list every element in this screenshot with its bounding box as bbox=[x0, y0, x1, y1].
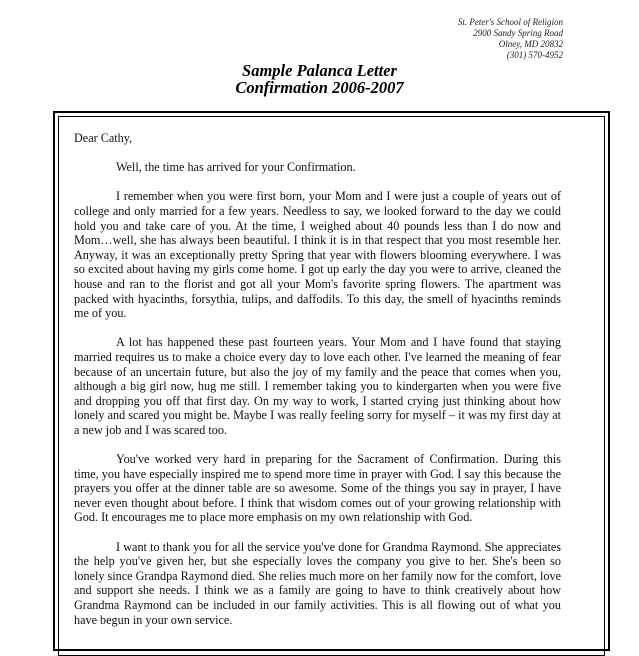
address-line-phone: (301) 570-4952 bbox=[506, 50, 563, 60]
document-subtitle: Confirmation 2006-2007 bbox=[235, 78, 404, 97]
letter-paragraph: I want to thank you for all the service you've done for Grandma Raymond. She appreciates the help you've given her, but she especially loves the company you give to her. She's been so lonely since Grandpa Raymond died. She relies much more on her family now for the comfort, love and support she needs. I think we as a family are going to have to think creatively about how Grandma Raymond can be included in our family activities. This is all flowing out of what you have begun in your own service. bbox=[74, 539, 561, 627]
letter-paragraph: You've worked very hard in preparing for the Sacrament of Confirmation. During this time, you have especially inspired me to spend more time in prayer with God. I say this because the prayers you offer at the dinner table are so awesome. Some of the things you say in prayer, I have never even thought about before. I think that wisdom comes out of your growing relationship with God. It encourages me to place more emphasis on my own relationship with God. bbox=[74, 452, 561, 525]
salutation: Dear Cathy, bbox=[74, 131, 133, 145]
address-line-street: 2900 Sandy Spring Road bbox=[473, 28, 563, 38]
address-line-city: Olney, MD 20832 bbox=[498, 39, 563, 49]
address-line-school: St. Peter's School of Religion bbox=[457, 17, 563, 27]
letter-body bbox=[74, 131, 561, 642]
school-address bbox=[458, 17, 563, 61]
document-title: Sample Palanca Letter bbox=[242, 61, 397, 80]
letter-paragraph: I remember when you were first born, your Mom and I were just a couple of years out of college and only married for a few years. Needless to say, we looked forward to the day we could hold you and take care of you. At the time, I weighed about 40 pounds less than I do now and Mom…well, she has always been beautiful. I think it is in that respect that you most resemble her. Anyway, it was an exceptionally pretty Spring that year with flowers blooming everywhere. I was so excited about having my girls come home. I got up early the day you were to arrive, cleaned the house and ran to the florist and got all your Mom's favorite spring flowers. The apartment was packed with hyacinths, forsythia, tulips, and daffodils. To this day, the smell of hyacinths reminds me of you. bbox=[74, 189, 561, 321]
letter-paragraph: A lot has happened these past fourteen years. Your Mom and I have found that staying married requires us to make a choice every day to love each other. I've learned the meaning of fear because of an uncertain future, but also the joy of my family and the peace that comes when you, although a big girl now, hug me still. I remember taking you to kindergarten when you were five and dropping you off that first day. On my way to work, I started crying just thinking about how lonely and scared you might be. Maybe I was really feeling sorry for myself – it was my first day at a new job and I was scared too. bbox=[74, 335, 561, 437]
letter-paragraph: Well, the time has arrived for your Confirmation. bbox=[116, 160, 356, 175]
